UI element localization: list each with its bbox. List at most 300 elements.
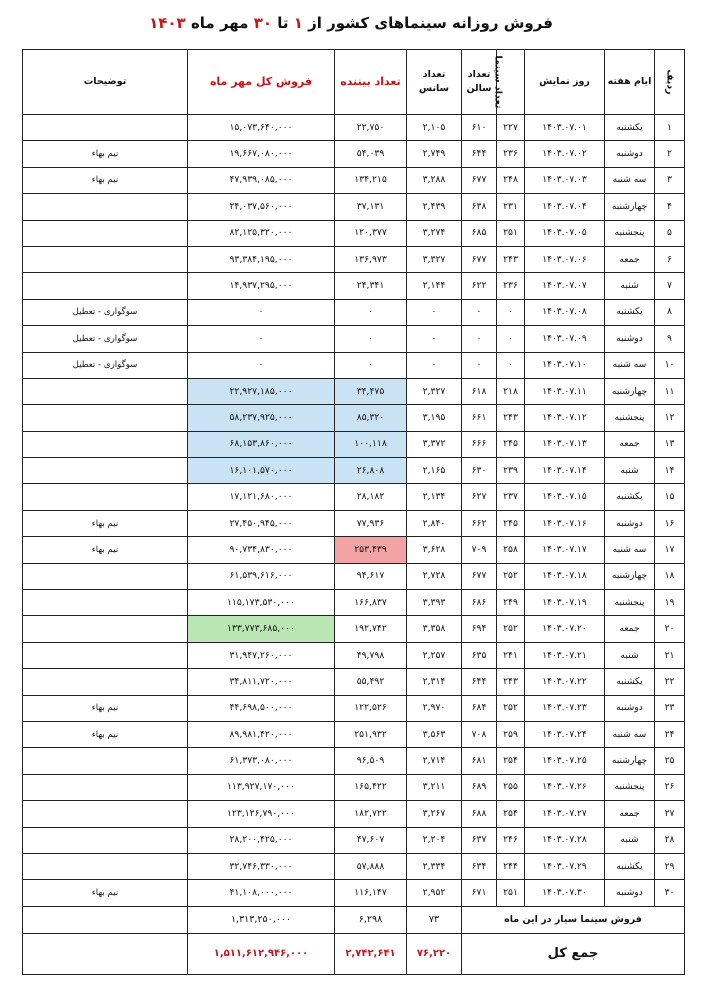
cell-halls: ۶۳۵ — [462, 642, 497, 668]
cell-date: ۱۴۰۳.۰۷.۲۲ — [525, 669, 605, 695]
cell-cinemas: ۲۵۴ — [497, 748, 525, 774]
cell-date: ۱۴۰۳.۰۷.۰۸ — [525, 299, 605, 325]
mobile-cinema-label: فروش سینما سیار در این ماه — [462, 906, 685, 933]
cell-row-number: ۲۹ — [655, 853, 685, 879]
cell-viewers: ۳۴,۴۷۵ — [335, 378, 407, 404]
cell-cinemas: ۲۴۹ — [497, 590, 525, 616]
cell-note: نیم بهاء — [23, 537, 188, 563]
cell-halls: ۶۷۱ — [462, 880, 497, 906]
cell-halls: ۶۲۷ — [462, 484, 497, 510]
cell-cinemas: ۲۵۸ — [497, 537, 525, 563]
table-row — [23, 590, 685, 616]
cell-cinemas: ۲۵۵ — [497, 774, 525, 800]
cell-shows: ۳,۲۸۸ — [407, 167, 462, 193]
cell-shows: ۲,۸۴۰ — [407, 510, 462, 536]
mobile-cinema-note — [23, 906, 188, 933]
header-shows: تعداد سانس — [407, 50, 462, 115]
cell-shows: ۳,۲۷۴ — [407, 220, 462, 246]
table-row — [23, 801, 685, 827]
cell-row-number: ۱۴ — [655, 458, 685, 484]
cell-viewers: ۲۸,۱۸۲ — [335, 484, 407, 510]
cell-note: نیم بهاء — [23, 141, 188, 167]
cell-halls: ۶۶۲ — [462, 510, 497, 536]
cell-date: ۱۴۰۳.۰۷.۲۷ — [525, 801, 605, 827]
cell-sales: ۱۹,۶۶۷,۰۸۰,۰۰۰ — [188, 141, 335, 167]
cell-note — [23, 590, 188, 616]
cell-row-number: ۲۰ — [655, 616, 685, 642]
title-middle: تا — [272, 14, 294, 32]
cell-viewers: ۱۶۵,۴۲۲ — [335, 774, 407, 800]
cell-viewers: ۱۱۶,۱۴۷ — [335, 880, 407, 906]
table-row — [23, 721, 685, 747]
cell-halls: ۶۱۸ — [462, 378, 497, 404]
cell-weekday: جمعه — [605, 616, 655, 642]
cell-shows: ۳,۳۲۷ — [407, 246, 462, 272]
cell-note: نیم بهاء — [23, 695, 188, 721]
cell-shows: ۳,۱۹۵ — [407, 405, 462, 431]
cell-sales: ۳۴,۸۱۱,۷۲۰,۰۰۰ — [188, 669, 335, 695]
table-row — [23, 141, 685, 167]
table-row — [23, 458, 685, 484]
cell-note: سوگواری - تعطیل — [23, 299, 188, 325]
cell-halls: ۰ — [462, 299, 497, 325]
cell-halls: ۶۸۵ — [462, 220, 497, 246]
cell-shows: ۳,۳۵۸ — [407, 616, 462, 642]
table-row — [23, 563, 685, 589]
cell-row-number: ۲۴ — [655, 721, 685, 747]
cell-viewers: ۲۵۳,۴۳۹ — [335, 537, 407, 563]
cell-weekday: سه شنبه — [605, 352, 655, 378]
cell-shows: ۳,۳۹۳ — [407, 590, 462, 616]
cell-cinemas: ۲۴۳ — [497, 246, 525, 272]
cell-row-number: ۱۲ — [655, 405, 685, 431]
cell-viewers: ۴۹,۷۹۸ — [335, 642, 407, 668]
title-year: ۱۴۰۳ — [149, 14, 186, 32]
cell-row-number: ۲۸ — [655, 827, 685, 853]
header-row — [23, 50, 685, 115]
table-row — [23, 220, 685, 246]
total-sales: ۱,۵۱۱,۶۱۲,۹۴۶,۰۰۰ — [188, 933, 335, 974]
cell-viewers: ۳۷,۱۳۱ — [335, 194, 407, 220]
cell-date: ۱۴۰۳.۰۷.۱۵ — [525, 484, 605, 510]
cell-cinemas: ۲۳۶ — [497, 141, 525, 167]
cell-date: ۱۴۰۳.۰۷.۲۶ — [525, 774, 605, 800]
cell-note — [23, 616, 188, 642]
cell-shows: ۲,۹۷۰ — [407, 695, 462, 721]
table-row — [23, 695, 685, 721]
header-date: روز نمایش — [525, 50, 605, 115]
cell-weekday: یکشنبه — [605, 484, 655, 510]
cell-date: ۱۴۰۳.۰۷.۰۵ — [525, 220, 605, 246]
cell-row-number: ۸ — [655, 299, 685, 325]
cell-weekday: سه شنبه — [605, 721, 655, 747]
cell-halls: ۰ — [462, 326, 497, 352]
table-body — [23, 115, 685, 975]
total-note — [23, 933, 188, 974]
cell-viewers: ۱۹۲,۷۴۲ — [335, 616, 407, 642]
cell-date: ۱۴۰۳.۰۷.۲۱ — [525, 642, 605, 668]
cell-row-number: ۲۱ — [655, 642, 685, 668]
cell-cinemas: ۲۴۵ — [497, 431, 525, 457]
header-cinemas: تعداد سینما — [497, 50, 525, 115]
cell-cinemas: ۲۳۶ — [497, 273, 525, 299]
mobile-cinema-shows: ۷۳ — [407, 906, 462, 933]
cell-shows: ۲,۱۰۵ — [407, 115, 462, 141]
cell-sales: ۴۴,۶۹۸,۵۰۰,۰۰۰ — [188, 695, 335, 721]
cell-sales: ۲۲,۹۲۷,۱۸۵,۰۰۰ — [188, 378, 335, 404]
cell-note — [23, 801, 188, 827]
cell-cinemas: ۲۵۱ — [497, 220, 525, 246]
cell-shows: ۲,۷۱۴ — [407, 748, 462, 774]
cell-halls: ۶۴۴ — [462, 141, 497, 167]
cell-shows: ۲,۱۴۴ — [407, 273, 462, 299]
cell-date: ۱۴۰۳.۰۷.۰۴ — [525, 194, 605, 220]
cell-viewers: ۰ — [335, 352, 407, 378]
cell-cinemas: ۲۴۸ — [497, 167, 525, 193]
cell-weekday: دوشنبه — [605, 326, 655, 352]
table-row — [23, 194, 685, 220]
cell-note — [23, 458, 188, 484]
table-row — [23, 616, 685, 642]
cell-row-number: ۲۲ — [655, 669, 685, 695]
table-row — [23, 880, 685, 906]
table-row — [23, 405, 685, 431]
table-row — [23, 246, 685, 272]
table-row — [23, 352, 685, 378]
cell-date: ۱۴۰۳.۰۷.۰۹ — [525, 326, 605, 352]
sales-table — [22, 49, 685, 975]
cell-sales: ۶۸,۱۵۳,۸۶۰,۰۰۰ — [188, 431, 335, 457]
cell-weekday: چهارشنبه — [605, 748, 655, 774]
cell-row-number: ۱۹ — [655, 590, 685, 616]
cell-shows: ۲,۷۲۸ — [407, 563, 462, 589]
cell-date: ۱۴۰۳.۰۷.۰۶ — [525, 246, 605, 272]
cell-note: نیم بهاء — [23, 510, 188, 536]
cell-note — [23, 405, 188, 431]
page-title — [0, 14, 702, 32]
cell-shows: ۲,۳۳۴ — [407, 853, 462, 879]
cell-viewers: ۹۶,۵۰۹ — [335, 748, 407, 774]
cell-row-number: ۲ — [655, 141, 685, 167]
cell-date: ۱۴۰۳.۰۷.۳۰ — [525, 880, 605, 906]
cell-halls: ۶۷۷ — [462, 246, 497, 272]
cell-cinemas: ۲۴۶ — [497, 827, 525, 853]
table-row — [23, 326, 685, 352]
cell-sales: ۶۱,۳۷۳,۰۸۰,۰۰۰ — [188, 748, 335, 774]
header-halls: تعداد سالن — [462, 50, 497, 115]
cell-halls: ۶۳۸ — [462, 194, 497, 220]
cell-halls: ۶۸۱ — [462, 748, 497, 774]
cell-row-number: ۷ — [655, 273, 685, 299]
cell-shows: ۳,۲۱۱ — [407, 774, 462, 800]
cell-viewers: ۰ — [335, 326, 407, 352]
cell-shows: ۰ — [407, 352, 462, 378]
cell-cinemas: ۲۴۳ — [497, 405, 525, 431]
cell-shows: ۲,۹۵۲ — [407, 880, 462, 906]
cell-viewers: ۱۲۰,۳۷۷ — [335, 220, 407, 246]
cell-halls: ۶۷۷ — [462, 167, 497, 193]
cell-date: ۱۴۰۳.۰۷.۱۴ — [525, 458, 605, 484]
cell-viewers: ۲۶,۸۰۸ — [335, 458, 407, 484]
cell-date: ۱۴۰۳.۰۷.۱۰ — [525, 352, 605, 378]
cell-weekday: پنجشنبه — [605, 405, 655, 431]
cell-row-number: ۳۰ — [655, 880, 685, 906]
cell-cinemas: ۲۲۷ — [497, 115, 525, 141]
table-row — [23, 748, 685, 774]
cell-halls: ۶۶۱ — [462, 405, 497, 431]
cell-halls: ۰ — [462, 352, 497, 378]
title-from: ۱ — [293, 14, 303, 32]
header-weekday: ایام هفته — [605, 50, 655, 115]
cell-row-number: ۲۳ — [655, 695, 685, 721]
cell-cinemas: ۲۵۲ — [497, 563, 525, 589]
table-row — [23, 273, 685, 299]
cell-sales: ۲۴,۰۳۷,۵۶۰,۰۰۰ — [188, 194, 335, 220]
cell-shows: ۲,۱۳۴ — [407, 484, 462, 510]
cell-viewers: ۱۸۲,۷۲۲ — [335, 801, 407, 827]
cell-viewers: ۱۳۴,۲۱۵ — [335, 167, 407, 193]
cell-sales: ۱۳۳,۷۷۳,۶۸۵,۰۰۰ — [188, 616, 335, 642]
cell-halls: ۶۴۴ — [462, 669, 497, 695]
cell-date: ۱۴۰۳.۰۷.۲۰ — [525, 616, 605, 642]
table-row — [23, 827, 685, 853]
cell-halls: ۶۳۷ — [462, 827, 497, 853]
cell-weekday: شنبه — [605, 642, 655, 668]
cell-weekday: چهارشنبه — [605, 563, 655, 589]
cell-weekday: جمعه — [605, 431, 655, 457]
cell-note — [23, 563, 188, 589]
cell-date: ۱۴۰۳.۰۷.۲۵ — [525, 748, 605, 774]
header-row-number: ردیف — [655, 50, 685, 115]
cell-cinemas: ۲۵۴ — [497, 801, 525, 827]
table-row — [23, 537, 685, 563]
cell-weekday: سه شنبه — [605, 167, 655, 193]
cell-weekday: جمعه — [605, 801, 655, 827]
cell-weekday: چهارشنبه — [605, 194, 655, 220]
cell-note — [23, 669, 188, 695]
cell-sales: ۵۸,۲۳۷,۹۲۵,۰۰۰ — [188, 405, 335, 431]
cell-note — [23, 827, 188, 853]
cell-cinemas: ۲۵۲ — [497, 695, 525, 721]
cell-row-number: ۱۷ — [655, 537, 685, 563]
cell-cinemas: ۲۵۹ — [497, 721, 525, 747]
cell-halls: ۶۲۲ — [462, 273, 497, 299]
cell-date: ۱۴۰۳.۰۷.۱۸ — [525, 563, 605, 589]
cell-shows: ۲,۱۶۵ — [407, 458, 462, 484]
cell-row-number: ۹ — [655, 326, 685, 352]
cell-date: ۱۴۰۳.۰۷.۲۹ — [525, 853, 605, 879]
cell-cinemas: ۲۳۹ — [497, 458, 525, 484]
cell-halls: ۶۳۰ — [462, 458, 497, 484]
cell-shows: ۲,۳۱۴ — [407, 669, 462, 695]
cell-sales: ۱۱۳,۹۲۷,۱۷۰,۰۰۰ — [188, 774, 335, 800]
cell-weekday: شنبه — [605, 273, 655, 299]
table-row — [23, 484, 685, 510]
cell-sales: ۲۷,۴۵۰,۹۴۵,۰۰۰ — [188, 510, 335, 536]
table-row — [23, 642, 685, 668]
cell-weekday: دوشنبه — [605, 510, 655, 536]
cell-cinemas: ۲۱۸ — [497, 378, 525, 404]
cell-sales: ۱۶,۱۰۱,۵۷۰,۰۰۰ — [188, 458, 335, 484]
header-viewers: تعداد بیننده — [335, 50, 407, 115]
cell-viewers: ۲۲,۷۵۰ — [335, 115, 407, 141]
cell-cinemas: ۲۴۳ — [497, 669, 525, 695]
cell-weekday: شنبه — [605, 827, 655, 853]
cell-date: ۱۴۰۳.۰۷.۰۱ — [525, 115, 605, 141]
mobile-cinema-row — [23, 906, 685, 933]
cell-shows: ۲,۲۵۷ — [407, 642, 462, 668]
cell-cinemas: ۲۴۱ — [497, 642, 525, 668]
cell-weekday: جمعه — [605, 246, 655, 272]
cell-halls: ۶۸۹ — [462, 774, 497, 800]
cell-sales: ۲۸,۲۰۰,۴۲۵,۰۰۰ — [188, 827, 335, 853]
title-prefix: فروش روزانه سینماهای کشور از — [302, 14, 553, 32]
cell-row-number: ۳ — [655, 167, 685, 193]
cell-viewers: ۱۲۲,۵۲۶ — [335, 695, 407, 721]
cell-weekday: سه شنبه — [605, 537, 655, 563]
cell-cinemas: ۰ — [497, 352, 525, 378]
mobile-cinema-sales: ۱,۳۱۳,۲۵۰,۰۰۰ — [188, 906, 335, 933]
cell-row-number: ۶ — [655, 246, 685, 272]
cell-weekday: پنجشنبه — [605, 774, 655, 800]
cell-cinemas: ۲۳۷ — [497, 484, 525, 510]
cell-note — [23, 378, 188, 404]
cell-halls: ۶۷۷ — [462, 563, 497, 589]
cell-sales: ۱۱۵,۱۷۳,۵۳۰,۰۰۰ — [188, 590, 335, 616]
cell-row-number: ۲۵ — [655, 748, 685, 774]
total-label: جمع کل — [462, 933, 685, 974]
cell-note — [23, 220, 188, 246]
cell-shows: ۲,۴۳۹ — [407, 194, 462, 220]
cell-viewers: ۱۳۶,۹۷۳ — [335, 246, 407, 272]
cell-viewers: ۵۷,۸۸۸ — [335, 853, 407, 879]
cell-date: ۱۴۰۳.۰۷.۱۷ — [525, 537, 605, 563]
cell-sales: ۰ — [188, 326, 335, 352]
cell-weekday: چهارشنبه — [605, 378, 655, 404]
cell-note: سوگواری - تعطیل — [23, 352, 188, 378]
table-row — [23, 167, 685, 193]
cell-halls: ۶۱۰ — [462, 115, 497, 141]
table-row — [23, 774, 685, 800]
header-sales: فروش کل مهر ماه — [188, 50, 335, 115]
title-to: ۳۰ — [253, 14, 272, 32]
cell-halls: ۶۸۶ — [462, 590, 497, 616]
cell-sales: ۹۰,۷۳۴,۸۳۰,۰۰۰ — [188, 537, 335, 563]
cell-shows: ۳,۳۷۲ — [407, 431, 462, 457]
cell-shows: ۲,۳۲۷ — [407, 378, 462, 404]
cell-viewers: ۴۷,۶۰۷ — [335, 827, 407, 853]
cell-cinemas: ۲۴۴ — [497, 853, 525, 879]
cell-sales: ۳۱,۹۴۷,۲۶۰,۰۰۰ — [188, 642, 335, 668]
cell-note — [23, 194, 188, 220]
cell-note — [23, 115, 188, 141]
cell-note: نیم بهاء — [23, 167, 188, 193]
cell-note — [23, 484, 188, 510]
cell-sales: ۰ — [188, 352, 335, 378]
cell-weekday: شنبه — [605, 458, 655, 484]
title-middle2: مهر ماه — [185, 14, 254, 32]
cell-cinemas: ۲۵۲ — [497, 616, 525, 642]
cell-row-number: ۱۱ — [655, 378, 685, 404]
cell-cinemas: ۲۳۱ — [497, 194, 525, 220]
table-row — [23, 378, 685, 404]
cell-date: ۱۴۰۳.۰۷.۰۳ — [525, 167, 605, 193]
total-viewers: ۲,۷۴۲,۶۴۱ — [335, 933, 407, 974]
cell-viewers: ۲۴,۳۴۱ — [335, 273, 407, 299]
cell-sales: ۴۱,۱۰۸,۰۰۰,۰۰۰ — [188, 880, 335, 906]
cell-date: ۱۴۰۳.۰۷.۱۹ — [525, 590, 605, 616]
cell-sales: ۰ — [188, 299, 335, 325]
total-shows: ۷۶,۲۲۰ — [407, 933, 462, 974]
cell-shows: ۲,۷۴۹ — [407, 141, 462, 167]
cell-row-number: ۱۸ — [655, 563, 685, 589]
cell-shows: ۳,۵۶۳ — [407, 721, 462, 747]
table-row — [23, 853, 685, 879]
cell-note — [23, 748, 188, 774]
cell-shows: ۳,۶۲۸ — [407, 537, 462, 563]
cell-shows: ۰ — [407, 299, 462, 325]
cell-weekday: یکشنبه — [605, 115, 655, 141]
cell-halls: ۶۳۴ — [462, 853, 497, 879]
cell-sales: ۳۲,۷۴۶,۳۳۰,۰۰۰ — [188, 853, 335, 879]
cell-weekday: یکشنبه — [605, 299, 655, 325]
header-notes: توضیحات — [23, 50, 188, 115]
cell-viewers: ۱۰۰,۱۱۸ — [335, 431, 407, 457]
cell-viewers: ۰ — [335, 299, 407, 325]
cell-cinemas: ۲۴۵ — [497, 510, 525, 536]
cell-viewers: ۷۷,۹۳۶ — [335, 510, 407, 536]
cell-row-number: ۴ — [655, 194, 685, 220]
cell-weekday: پنجشنبه — [605, 590, 655, 616]
cell-halls: ۶۹۴ — [462, 616, 497, 642]
cell-weekday: پنجشنبه — [605, 220, 655, 246]
cell-note: سوگواری - تعطیل — [23, 326, 188, 352]
cell-viewers: ۵۴,۰۳۹ — [335, 141, 407, 167]
total-row — [23, 933, 685, 974]
cell-row-number: ۱۶ — [655, 510, 685, 536]
cell-viewers: ۲۵۱,۹۳۲ — [335, 721, 407, 747]
table-row — [23, 299, 685, 325]
cell-sales: ۱۴,۹۳۷,۲۹۵,۰۰۰ — [188, 273, 335, 299]
cell-date: ۱۴۰۳.۰۷.۲۳ — [525, 695, 605, 721]
cell-shows: ۲,۲۰۴ — [407, 827, 462, 853]
mobile-cinema-viewers: ۶,۲۹۸ — [335, 906, 407, 933]
table-row — [23, 115, 685, 141]
cell-note — [23, 642, 188, 668]
cell-weekday: یکشنبه — [605, 669, 655, 695]
cell-sales: ۸۹,۹۸۱,۴۲۰,۰۰۰ — [188, 721, 335, 747]
cell-sales: ۶۱,۵۳۹,۶۱۶,۰۰۰ — [188, 563, 335, 589]
cell-row-number: ۱۳ — [655, 431, 685, 457]
cell-note — [23, 774, 188, 800]
cell-halls: ۷۰۹ — [462, 537, 497, 563]
cell-sales: ۸۲,۱۲۵,۳۲۰,۰۰۰ — [188, 220, 335, 246]
cell-cinemas: ۲۵۱ — [497, 880, 525, 906]
cell-date: ۱۴۰۳.۰۷.۲۴ — [525, 721, 605, 747]
cell-note — [23, 273, 188, 299]
cell-row-number: ۱ — [655, 115, 685, 141]
cell-weekday: یکشنبه — [605, 853, 655, 879]
cell-row-number: ۱۰ — [655, 352, 685, 378]
cell-viewers: ۱۶۶,۸۳۷ — [335, 590, 407, 616]
cell-note — [23, 431, 188, 457]
cell-sales: ۹۳,۳۸۴,۱۹۵,۰۰۰ — [188, 246, 335, 272]
cell-note — [23, 853, 188, 879]
cell-viewers: ۹۴,۶۱۷ — [335, 563, 407, 589]
cell-sales: ۱۵,۰۷۳,۶۴۰,۰۰۰ — [188, 115, 335, 141]
cell-cinemas: ۰ — [497, 299, 525, 325]
cell-weekday: دوشنبه — [605, 695, 655, 721]
